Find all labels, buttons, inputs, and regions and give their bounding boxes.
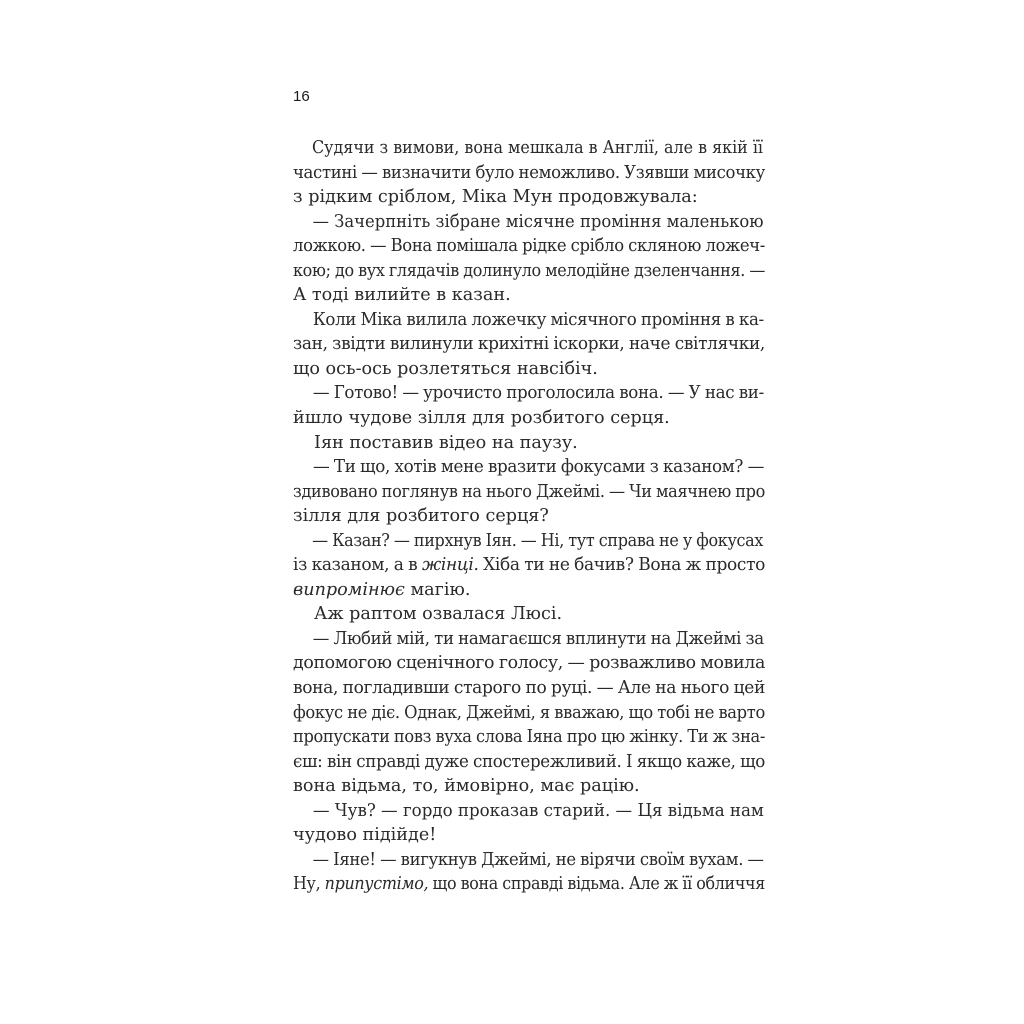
text-line: Судячи з вимови, вона мешкала в Англії, але в якій її [311, 138, 763, 158]
text-line: — Любий мій, ти намагаєшся вплинути на Джеймі за [312, 628, 764, 649]
text-line: зан, звідти вилинули крихітні іскорки, наче світлячки, [293, 334, 765, 355]
text-line: — Зачерпніть зібране місячне проміння маленькою [312, 211, 764, 232]
text-line [293, 872, 765, 897]
text-run: магію. [404, 579, 471, 600]
text-line: єш: він справді дуже спостережливий. І якщо каже, що [293, 751, 765, 772]
text-run: що вона справді відьма. Але ж її обличчя [428, 874, 765, 895]
text-line: чудово підійде! [293, 825, 437, 846]
text-line: — Готово! — урочисто проголосила вона. — У нас ви- [312, 383, 764, 404]
text-line: Коли Міка вилила ложечку місячного проміння в ка- [312, 309, 764, 330]
text-line: ложкою. — Вона помішала рідке срібло скляною ложеч- [293, 236, 766, 257]
body-text [293, 136, 765, 897]
text-line: Аж раптом озвалася Люсі. [314, 604, 563, 625]
text-line: частині — визначити було неможливо. Узявши мисочку [293, 162, 765, 183]
text-line: — Іяне! — вигукнув Джеймі, не вірячи своїм вухам. — [312, 849, 764, 870]
text-line: що ось-ось розлетяться навсібіч. [293, 358, 598, 379]
text-run: Ну, [293, 874, 325, 895]
text-line: кою; до вух глядачів долинуло мелодійне дзеленчання. — [293, 260, 766, 281]
emphasis-text: припустімо, [324, 874, 429, 895]
text-line: з рідким сріблом, Міка Мун продовжувала: [293, 187, 698, 208]
text-line: пропускати повз вуха слова Іяна про цю жінку. Ти ж зна- [293, 727, 766, 748]
text-line: — Казан? — пирхнув Іян. — Ні, тут справа не у фокусах [312, 530, 764, 551]
text-line: Іян поставив відео на паузу. [314, 432, 578, 453]
page-number: 16 [293, 88, 310, 105]
emphasis-text: жінці. [421, 555, 479, 576]
text-line [293, 578, 765, 603]
emphasis-text: випромінює [293, 579, 405, 600]
text-line: вона відьма, то, ймовірно, має рацію. [293, 776, 640, 797]
text-line: йшло чудове зілля для розбитого серця. [293, 408, 670, 429]
text-run: Хіба ти не бачив? Вона ж просто [478, 555, 766, 576]
text-line: допомогою сценічного голосу, — розважливо мовила [293, 653, 765, 674]
text-line: фокус не діє. Однак, Джеймі, я вважаю, що тобі не варто [293, 702, 765, 723]
text-line: — Ти що, хотів мене вразити фокусами з казаном? — [312, 457, 764, 478]
text-run: із казаном, а в [293, 555, 422, 576]
text-line: вона, погладивши старого по руці. — Але на нього цей [293, 678, 765, 699]
text-line [293, 553, 765, 578]
text-line: здивовано поглянув на нього Джеймі. — Чи маячнею про [293, 481, 766, 502]
text-line: — Чув? — гордо проказав старий. — Ця відьма нам [312, 800, 764, 821]
text-line: А тоді вилийте в казан. [293, 285, 511, 306]
text-line: зілля для розбитого серця? [293, 506, 549, 527]
